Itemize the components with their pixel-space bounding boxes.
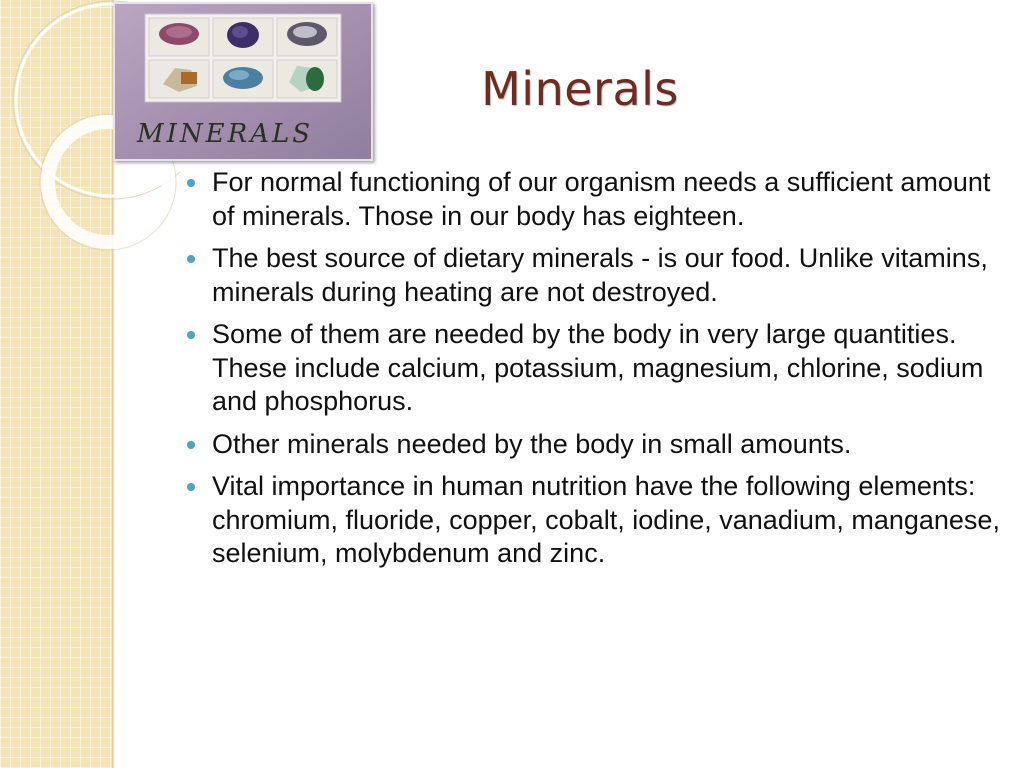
bullet-item (184, 470, 1004, 571)
bullet-icon (187, 255, 195, 263)
bullet-icon (187, 179, 195, 187)
bullet-item (184, 318, 1004, 419)
bullet-icon (187, 331, 195, 339)
minerals-stamp-picture (113, 2, 373, 161)
bullet-item (184, 242, 1004, 309)
bullet-item (184, 166, 1004, 233)
bullet-text: Some of them are needed by the body in very large quantities. These include calcium, potassium, magnesium, chlorine, sodium and phosphorus. (212, 319, 984, 416)
bullet-list (184, 166, 1004, 580)
bullet-item (184, 428, 1004, 462)
bullet-icon (187, 483, 195, 491)
slide-title: Minerals (481, 62, 679, 116)
bullet-text: Other minerals needed by the body in small amounts. (212, 428, 852, 459)
bullet-text: For normal functioning of our organism needs a sufficient amount of minerals. Those in our body has eighteen. (212, 167, 991, 231)
bullet-text: The best source of dietary minerals - is our food. Unlike vitamins, minerals during heating are not destroyed. (212, 243, 988, 307)
stamp-wordmark: MINERALS (137, 119, 314, 149)
bullet-text: Vital importance in human nutrition have the following elements: chromium, fluoride, copper, cobalt, iodine, vanadium, manganese, selenium, molybdenum and zinc. (212, 471, 1000, 568)
minerals-stamp-image (115, 4, 371, 159)
bullet-icon (187, 441, 195, 449)
